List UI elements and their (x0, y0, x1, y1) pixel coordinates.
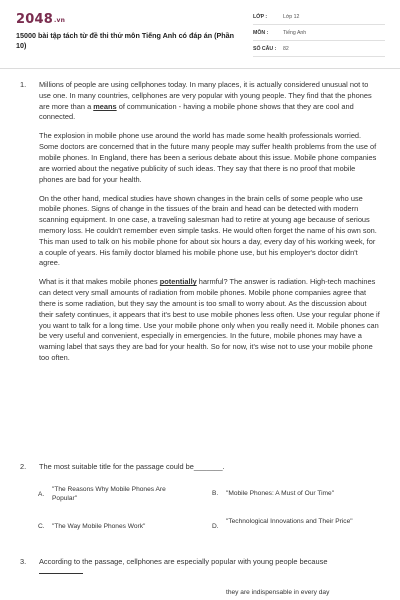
option-letter: D. (212, 523, 219, 530)
question-number: 2. (20, 462, 27, 471)
meta-key: MÔN : (253, 30, 269, 36)
meta-value: Tiếng Anh (283, 30, 307, 36)
option-letter: B. (212, 490, 219, 497)
option-text: they are indispensable in every day (226, 589, 330, 596)
option-text: "Technological Innovations and Their Price" (226, 518, 353, 525)
question-number: 3. (20, 557, 27, 566)
reading-passage (39, 80, 380, 364)
header-divider (0, 68, 400, 69)
logo-text: 2048 (16, 12, 53, 27)
option-text: "The Reasons Why Mobile Phones Are Popular" (52, 486, 166, 502)
logo-suffix: .vn (53, 17, 66, 24)
underlined-word: potentially (159, 277, 197, 287)
option-letter: C. (38, 523, 45, 530)
question-2 (20, 462, 380, 472)
site-logo[interactable] (16, 12, 65, 27)
meta-row-subject (253, 28, 385, 41)
option-text: "The Way Mobile Phones Work" (52, 523, 146, 530)
passage-paragraph-3: On the other hand, medical studies have shown changes in the brain cells of some people who use mobile phones. Signs of change in the tissues of the brain and head can be detected with modern scanning equipment. In one case, a traveling salesman had to retire at young age because of serious memory loss. He couldn't remember even simple tasks. He would often forget the name of his own son. This man used to talk on his mobile phone for about six hours a day, every day of his working week, for a couple of years. His family doctor blamed his mobile phone use, but his employer's doctor didn't agree. (39, 193, 377, 268)
question-number: 1. (20, 80, 27, 89)
answer-blank (39, 567, 83, 574)
document-title: 15000 bài tập tách từ đề thi thử môn Tiếng Anh có đáp án (Phần 10) (16, 31, 235, 50)
passage-paragraph-2: The explosion in mobile phone use around the world has made some health professionals worried. Some doctors are concerned that in the future many people may suffer health problems from the use of mobile phones. In England, there has been a serious debate about this issue. Mobile phone companies are worried about the negative publicity of such ideas. They say that there is no proof that mobile phones are bad for your health. (39, 131, 377, 184)
meta-key: SỐ CÂU : (253, 46, 277, 52)
question-stem: The most suitable title for the passage could be_______. (39, 462, 225, 471)
document-meta (253, 12, 385, 60)
question-3 (20, 557, 380, 577)
meta-value: 82 (283, 46, 289, 52)
document-header (0, 0, 400, 66)
passage-paragraph-1: Millions of people are using cellphones today. In many places, it is actually considered unusual not to use one. In many countries, cellphones are very popular with young people. They find that the phones are more than a means of communication - having a mobile phone shows that they are cool and connected. (39, 80, 372, 122)
question-stem: According to the passage, cellphones are especially popular with young people because (39, 557, 380, 577)
meta-key: LỚP : (253, 14, 268, 20)
question-1 (20, 80, 380, 372)
meta-row-count (253, 44, 385, 57)
option-text: "Mobile Phones: A Must of Our Time" (226, 490, 335, 497)
meta-row-class (253, 12, 385, 25)
option-letter: A. (38, 491, 45, 498)
meta-value: Lớp 12 (283, 14, 300, 20)
passage-paragraph-4: What is it that makes mobile phones potentially harmful? The answer is radiation. High-tech machines can detect very small amounts of radiation from mobile phones. Mobile phone companies agree that there is some radiation, but they say the amount is too small to worry about. As the discussion about their safety continues, it appears that it's best to use mobile phones less often. Use your regular phone if you want to talk for a long time. Use your mobile phone only when you really need it. Mobile phones can be very useful and convenient, especially in emergencies. In the future, mobile phones may have a warning label that says they are bad for your health. So for now, it's wise not to use your mobile phone too often. (39, 277, 380, 362)
underlined-word: means (93, 101, 117, 111)
